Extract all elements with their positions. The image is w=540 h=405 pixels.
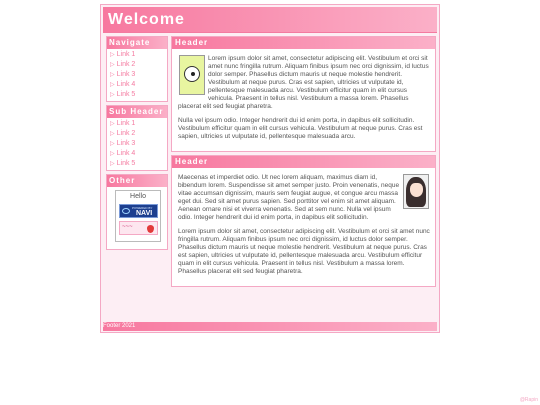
sub-link-1[interactable]: ▷ Link 1 xyxy=(110,120,136,127)
nav-link-2[interactable]: ▷ Link 2 xyxy=(110,61,136,68)
sub-link-5[interactable]: ▷ Link 5 xyxy=(110,160,136,167)
section-1-paragraph-2: Nulla vel ipsum odio. Integer hendrerit dui id enim porta, in dapibus elit sollicitudin. Vestibulum efficitur quam in elit cursus vehicula. Vestibulum at neque purus. Cras est sapien, ultricies ut vulputate id, pellentesque malesuada arcu. xyxy=(178,117,423,140)
button-wall xyxy=(115,190,161,242)
nav-link-4[interactable]: ▷ Link 4 xyxy=(110,81,136,88)
badge-scribble-image: ~~~ xyxy=(122,224,133,230)
subheader-box xyxy=(106,105,168,171)
navi-badge-button[interactable] xyxy=(119,204,158,218)
triangle-right-icon: ▷ xyxy=(110,82,115,88)
sub-link-4[interactable]: ▷ Link 4 xyxy=(110,150,136,157)
triangle-right-icon: ▷ xyxy=(110,72,115,78)
sub-link-3[interactable]: ▷ Link 3 xyxy=(110,140,136,147)
content-section-1 xyxy=(171,36,436,152)
anime-girl-image xyxy=(403,174,429,209)
sidebar xyxy=(106,36,168,253)
nav-link-3[interactable]: ▷ Link 3 xyxy=(110,71,136,78)
section-2-header: Header xyxy=(172,156,435,168)
page-title: Welcome xyxy=(108,11,185,28)
section-2-paragraph-2: Lorem ipsum dolor sit amet, consectetur adipiscing elit. Vestibulum et orci sit amet nunc fringilla rutrum. Aliquam finibus ipsum nec orci dignissim, id luctus dolor semper. Phasellus dictum mauris ut neque molestie hendrerit. Vestibulum at neque purus. Cras est sapien, ultricies ut vulputate id, pellentesque malesuada arcu. Vestibulum efficitur quam in elit cursus vehicula. Praesent in tellus nisl. Vestibulum a massa lorem. Phasellus placerat elit sed feugiat pharetra. xyxy=(178,228,430,275)
other-header: Other xyxy=(107,175,167,187)
section-1-header: Header xyxy=(172,37,435,49)
watermark: @Rapin xyxy=(519,397,538,403)
nav-link-5[interactable]: ▷ Link 5 xyxy=(110,91,136,98)
triangle-right-icon: ▷ xyxy=(110,62,115,68)
banner xyxy=(103,7,437,33)
section-2-body xyxy=(172,168,435,286)
eye-icon xyxy=(122,208,130,214)
navigate-header: Navigate xyxy=(107,37,167,49)
triangle-right-icon: ▷ xyxy=(110,161,115,167)
other-body xyxy=(107,187,167,249)
main-content xyxy=(171,36,436,290)
section-1-paragraph-1: Lorem ipsum dolor sit amet, consectetur adipiscing elit. Vestibulum et orci sit amet nunc fringilla rutrum. Aliquam finibus ipsum nec orci dignissim, id luctus dolor semper. Phasellus dictum mauris ut neque molestie hendrerit. Vestibulum at neque purus. Cras est sapien, ultricies ut vulputate id, pellentesque malesuada arcu. Vestibulum efficitur quam in elit cursus vehicula. Praesent in tellus nisl. Vestibulum a massa lorem. Phasellus placerat elit sed feugiat pharetra. xyxy=(178,55,429,110)
other-box xyxy=(106,174,168,250)
sub-link-2[interactable]: ▷ Link 2 xyxy=(110,130,136,137)
character-eye xyxy=(191,72,195,76)
triangle-right-icon: ▷ xyxy=(110,151,115,157)
navigate-list xyxy=(107,49,167,101)
subheader-list xyxy=(107,118,167,170)
navi-badge-text: NAVI xyxy=(136,210,153,217)
navigate-box xyxy=(106,36,168,102)
hello-text: Hello xyxy=(130,193,146,200)
section-2-paragraph-1: Maecenas et imperdiet odio. Ut nec lorem aliquam, maximus diam id, bibendum lorem. Suspendisse sit amet semper justo. Proin venenatis, neque vitae accumsan dignissim, mauris sem feugiat augue, et congue arcu massa eget dui. Sed sit amet purus sapien. Sed porttitor vel enim sit amet aliquam. Aenean ornare nisi et viverra venenatis. Sed at sem nunc. Nulla vel ipsum odio. Integer hendrerit dui id enim porta, in dapibus elit sollicitudin. xyxy=(178,174,430,222)
triangle-right-icon: ▷ xyxy=(110,131,115,137)
content-section-2 xyxy=(171,155,436,287)
section-1-body xyxy=(172,49,435,151)
subheader-header: Sub Header xyxy=(107,106,167,118)
footer xyxy=(103,322,437,331)
strawberry-icon xyxy=(147,225,154,233)
strawberry-badge-button[interactable] xyxy=(119,221,158,235)
footer-text: Footer 2021 xyxy=(103,323,136,329)
site-container xyxy=(100,4,440,333)
triangle-right-icon: ▷ xyxy=(110,141,115,147)
triangle-right-icon: ▷ xyxy=(110,52,115,58)
manga-character-image xyxy=(179,55,205,95)
girl-face xyxy=(410,183,423,197)
triangle-right-icon: ▷ xyxy=(110,92,115,98)
triangle-right-icon: ▷ xyxy=(110,121,115,127)
nav-link-1[interactable]: ▷ Link 1 xyxy=(110,51,136,58)
navi-badge-small-text: POWERED BY xyxy=(132,206,153,210)
